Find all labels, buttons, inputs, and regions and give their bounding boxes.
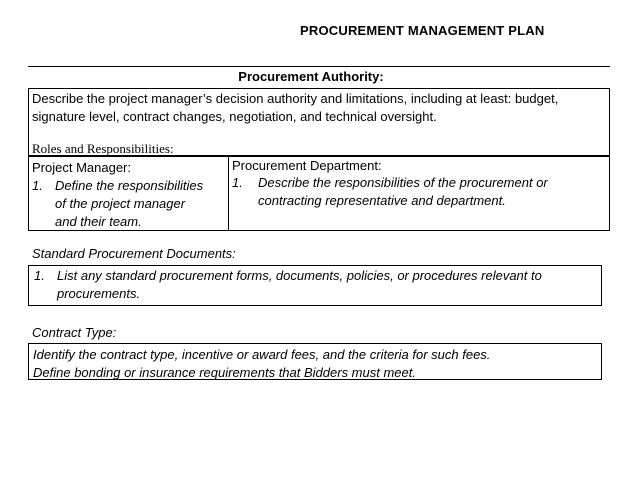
std-line-1: List any standard procurement forms, documents, policies, or procedures relevant to <box>57 268 542 283</box>
procurement-department-title: Procurement Department: <box>232 158 382 173</box>
list-text <box>55 177 203 231</box>
roles-responsibilities-label: Roles and Responsibilities: <box>32 141 174 156</box>
pm-line-1: Define the responsibilities <box>55 178 204 193</box>
project-manager-list-item <box>32 177 227 231</box>
ct-line-1: Identify the contract type, incentive or award fees, and the criteria for such fees. <box>33 347 491 362</box>
list-number: 1. <box>232 175 243 190</box>
std-line-2: procurements. <box>57 286 141 301</box>
ct-line-2: Define bonding or insurance requirements that Bidders must meet. <box>33 365 416 380</box>
list-number: 1. <box>34 268 45 283</box>
procurement-authority-description <box>32 90 607 126</box>
standard-documents-label: Standard Procurement Documents: <box>32 246 236 261</box>
authority-line-1: Describe the project manager’s decision authority and limitations, including at least: budget, <box>32 91 559 106</box>
pm-line-3: and their team. <box>55 214 142 229</box>
pm-line-2: of the project manager <box>55 196 186 211</box>
procurement-authority-heading: Procurement Authority: <box>238 69 384 84</box>
list-number: 1. <box>32 178 43 193</box>
list-text <box>57 267 542 303</box>
document-title: PROCUREMENT MANAGEMENT PLAN <box>300 23 545 38</box>
pd-line-1: Describe the responsibilities of the procurement or <box>258 175 548 190</box>
authority-line-2: signature level, contract changes, negotiation, and technical oversight. <box>32 109 437 124</box>
contract-type-label: Contract Type: <box>32 325 117 340</box>
list-text <box>258 174 548 210</box>
standard-documents-list-item <box>34 267 594 303</box>
pd-line-2: contracting representative and department. <box>258 193 506 208</box>
contract-type-description <box>33 346 598 382</box>
project-manager-title: Project Manager: <box>32 160 131 175</box>
procurement-department-list-item <box>232 174 602 210</box>
